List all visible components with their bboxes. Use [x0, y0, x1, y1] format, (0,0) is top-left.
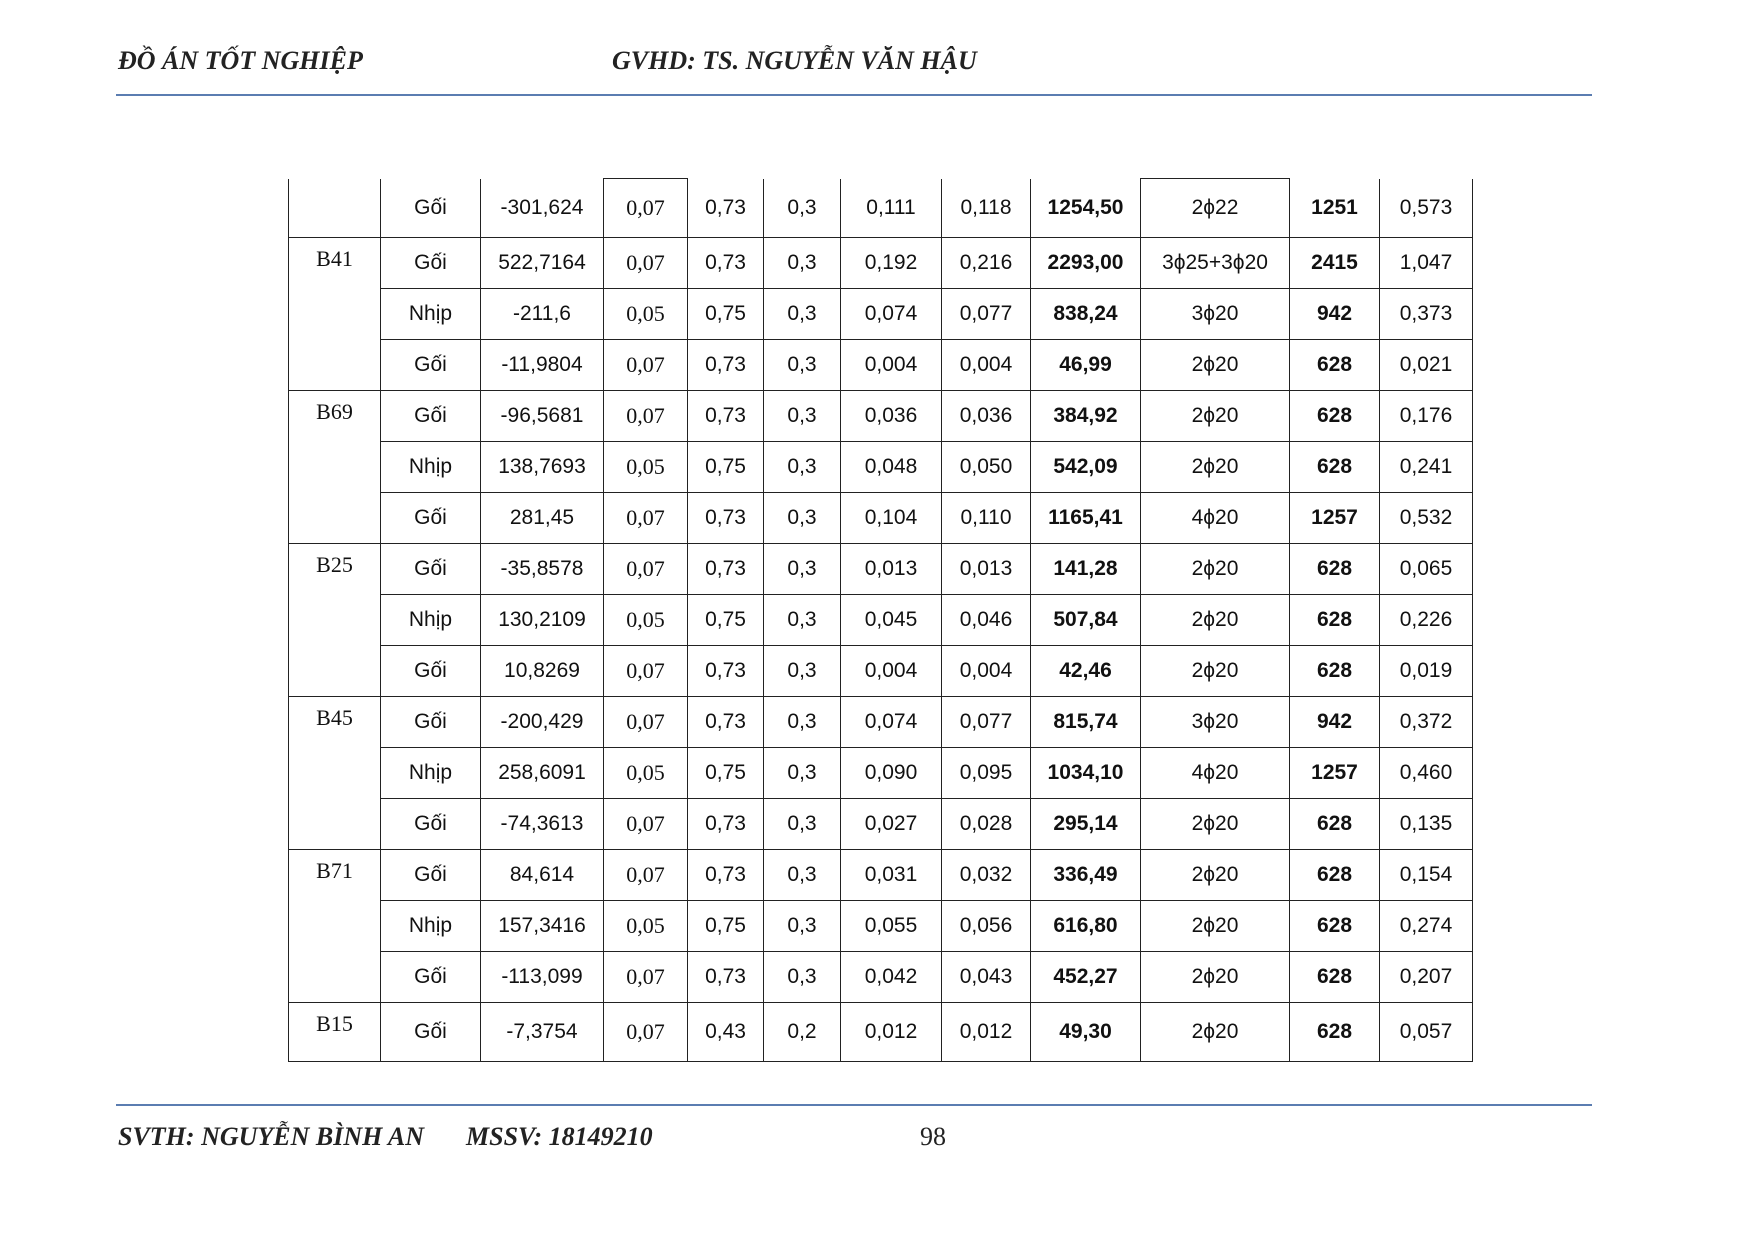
cell-as-chosen: 628 — [1290, 390, 1380, 441]
cell-mu: 0,274 — [1380, 900, 1473, 951]
cell-moment: 10,8269 — [481, 645, 604, 696]
cell-a: 0,05 — [604, 594, 688, 645]
cell-alpha-m: 0,111 — [841, 179, 942, 238]
cell-xi: 0,036 — [942, 390, 1031, 441]
cell-h0: 0,73 — [688, 951, 764, 1002]
table-row — [289, 390, 1473, 441]
cell-a: 0,07 — [604, 237, 688, 288]
cell-as-required: 507,84 — [1031, 594, 1141, 645]
cell-mu: 0,021 — [1380, 339, 1473, 390]
footer-student-id: MSSV: 18149210 — [466, 1122, 653, 1151]
cell-moment: -35,8578 — [481, 543, 604, 594]
cell-position: Nhịp — [381, 594, 481, 645]
cell-mu: 1,047 — [1380, 237, 1473, 288]
cell-bars: 2ϕ20 — [1141, 798, 1290, 849]
cell-a: 0,05 — [604, 288, 688, 339]
cell-position: Gối — [381, 645, 481, 696]
cell-moment: 281,45 — [481, 492, 604, 543]
cell-mu: 0,154 — [1380, 849, 1473, 900]
cell-xi: 0,216 — [942, 237, 1031, 288]
cell-beam: B25 — [289, 543, 381, 696]
cell-alpha-m: 0,036 — [841, 390, 942, 441]
cell-a: 0,05 — [604, 900, 688, 951]
cell-b: 0,3 — [764, 179, 841, 238]
cell-moment: 130,2109 — [481, 594, 604, 645]
cell-b: 0,3 — [764, 594, 841, 645]
cell-bars: 3ϕ20 — [1141, 696, 1290, 747]
table-row — [289, 696, 1473, 747]
cell-alpha-m: 0,074 — [841, 288, 942, 339]
cell-position: Nhịp — [381, 747, 481, 798]
cell-moment: 84,614 — [481, 849, 604, 900]
cell-h0: 0,75 — [688, 441, 764, 492]
cell-as-required: 336,49 — [1031, 849, 1141, 900]
cell-alpha-m: 0,031 — [841, 849, 942, 900]
cell-as-required: 1165,41 — [1031, 492, 1141, 543]
cell-a: 0,05 — [604, 441, 688, 492]
footer-student: SVTH: NGUYỄN BÌNH AN — [118, 1122, 425, 1151]
cell-as-required: 542,09 — [1031, 441, 1141, 492]
cell-moment: -74,3613 — [481, 798, 604, 849]
cell-h0: 0,75 — [688, 747, 764, 798]
cell-a: 0,07 — [604, 339, 688, 390]
cell-bars: 2ϕ20 — [1141, 594, 1290, 645]
cell-position: Gối — [381, 237, 481, 288]
cell-as-chosen: 628 — [1290, 951, 1380, 1002]
cell-position: Gối — [381, 543, 481, 594]
cell-h0: 0,73 — [688, 543, 764, 594]
table-row — [289, 849, 1473, 900]
cell-moment: -113,099 — [481, 951, 604, 1002]
reinforcement-table — [288, 178, 1473, 1062]
cell-xi: 0,004 — [942, 645, 1031, 696]
cell-alpha-m: 0,004 — [841, 339, 942, 390]
cell-h0: 0,75 — [688, 288, 764, 339]
cell-as-required: 1254,50 — [1031, 179, 1141, 238]
cell-alpha-m: 0,055 — [841, 900, 942, 951]
cell-position: Nhịp — [381, 900, 481, 951]
cell-bars: 2ϕ20 — [1141, 900, 1290, 951]
cell-b: 0,3 — [764, 645, 841, 696]
cell-as-chosen: 628 — [1290, 1002, 1380, 1061]
cell-bars: 2ϕ20 — [1141, 441, 1290, 492]
cell-xi: 0,012 — [942, 1002, 1031, 1061]
cell-b: 0,3 — [764, 849, 841, 900]
cell-b: 0,2 — [764, 1002, 841, 1061]
cell-as-chosen: 628 — [1290, 441, 1380, 492]
cell-as-required: 1034,10 — [1031, 747, 1141, 798]
cell-mu: 0,460 — [1380, 747, 1473, 798]
table-row — [289, 594, 1473, 645]
cell-alpha-m: 0,013 — [841, 543, 942, 594]
table-row — [289, 288, 1473, 339]
table-row — [289, 492, 1473, 543]
cell-position: Gối — [381, 390, 481, 441]
cell-h0: 0,73 — [688, 849, 764, 900]
cell-alpha-m: 0,192 — [841, 237, 942, 288]
cell-mu: 0,532 — [1380, 492, 1473, 543]
cell-beam — [289, 179, 381, 238]
cell-as-chosen: 1257 — [1290, 492, 1380, 543]
cell-a: 0,07 — [604, 849, 688, 900]
cell-h0: 0,73 — [688, 492, 764, 543]
cell-as-chosen: 628 — [1290, 339, 1380, 390]
table-row — [289, 543, 1473, 594]
cell-h0: 0,43 — [688, 1002, 764, 1061]
cell-as-required: 616,80 — [1031, 900, 1141, 951]
cell-as-chosen: 628 — [1290, 594, 1380, 645]
cell-b: 0,3 — [764, 747, 841, 798]
cell-alpha-m: 0,048 — [841, 441, 942, 492]
cell-b: 0,3 — [764, 492, 841, 543]
cell-h0: 0,73 — [688, 798, 764, 849]
cell-moment: 157,3416 — [481, 900, 604, 951]
cell-b: 0,3 — [764, 543, 841, 594]
cell-alpha-m: 0,027 — [841, 798, 942, 849]
cell-bars: 2ϕ20 — [1141, 645, 1290, 696]
cell-bars: 2ϕ20 — [1141, 1002, 1290, 1061]
cell-as-required: 49,30 — [1031, 1002, 1141, 1061]
cell-alpha-m: 0,012 — [841, 1002, 942, 1061]
cell-position: Gối — [381, 696, 481, 747]
table-row — [289, 747, 1473, 798]
table-row — [289, 237, 1473, 288]
cell-bars: 4ϕ20 — [1141, 492, 1290, 543]
table-row — [289, 645, 1473, 696]
cell-position: Gối — [381, 951, 481, 1002]
cell-as-required: 42,46 — [1031, 645, 1141, 696]
table-row — [289, 441, 1473, 492]
cell-as-chosen: 2415 — [1290, 237, 1380, 288]
cell-mu: 0,065 — [1380, 543, 1473, 594]
cell-moment: -301,624 — [481, 179, 604, 238]
cell-position: Nhịp — [381, 441, 481, 492]
cell-as-chosen: 628 — [1290, 543, 1380, 594]
cell-as-required: 141,28 — [1031, 543, 1141, 594]
cell-bars: 3ϕ20 — [1141, 288, 1290, 339]
cell-alpha-m: 0,090 — [841, 747, 942, 798]
cell-position: Gối — [381, 179, 481, 238]
cell-xi: 0,043 — [942, 951, 1031, 1002]
cell-mu: 0,372 — [1380, 696, 1473, 747]
cell-b: 0,3 — [764, 951, 841, 1002]
cell-as-required: 46,99 — [1031, 339, 1141, 390]
cell-a: 0,07 — [604, 543, 688, 594]
cell-xi: 0,004 — [942, 339, 1031, 390]
cell-h0: 0,73 — [688, 390, 764, 441]
cell-a: 0,07 — [604, 645, 688, 696]
table-row — [289, 1002, 1473, 1061]
cell-moment: 522,7164 — [481, 237, 604, 288]
cell-xi: 0,118 — [942, 179, 1031, 238]
cell-alpha-m: 0,004 — [841, 645, 942, 696]
cell-as-required: 2293,00 — [1031, 237, 1141, 288]
cell-b: 0,3 — [764, 288, 841, 339]
cell-xi: 0,032 — [942, 849, 1031, 900]
header-divider — [116, 94, 1592, 96]
cell-xi: 0,077 — [942, 288, 1031, 339]
cell-mu: 0,057 — [1380, 1002, 1473, 1061]
cell-b: 0,3 — [764, 441, 841, 492]
header-title: ĐỒ ÁN TỐT NGHIỆP — [118, 46, 363, 75]
cell-b: 0,3 — [764, 696, 841, 747]
header-supervisor: GVHD: TS. NGUYỄN VĂN HẬU — [612, 46, 977, 75]
cell-moment: -11,9804 — [481, 339, 604, 390]
cell-position: Gối — [381, 339, 481, 390]
cell-alpha-m: 0,045 — [841, 594, 942, 645]
cell-xi: 0,046 — [942, 594, 1031, 645]
cell-bars: 4ϕ20 — [1141, 747, 1290, 798]
cell-h0: 0,73 — [688, 179, 764, 238]
cell-position: Gối — [381, 492, 481, 543]
table-row — [289, 900, 1473, 951]
cell-xi: 0,077 — [942, 696, 1031, 747]
cell-moment: -211,6 — [481, 288, 604, 339]
cell-h0: 0,73 — [688, 339, 764, 390]
cell-b: 0,3 — [764, 339, 841, 390]
cell-h0: 0,73 — [688, 645, 764, 696]
cell-xi: 0,028 — [942, 798, 1031, 849]
cell-xi: 0,050 — [942, 441, 1031, 492]
cell-mu: 0,019 — [1380, 645, 1473, 696]
cell-as-required: 838,24 — [1031, 288, 1141, 339]
cell-b: 0,3 — [764, 900, 841, 951]
cell-as-chosen: 942 — [1290, 696, 1380, 747]
cell-beam: B71 — [289, 849, 381, 1002]
cell-position: Gối — [381, 798, 481, 849]
cell-a: 0,05 — [604, 747, 688, 798]
cell-h0: 0,75 — [688, 900, 764, 951]
cell-b: 0,3 — [764, 390, 841, 441]
page-number: 98 — [920, 1122, 946, 1151]
cell-as-chosen: 628 — [1290, 849, 1380, 900]
cell-mu: 0,135 — [1380, 798, 1473, 849]
cell-b: 0,3 — [764, 237, 841, 288]
cell-as-required: 295,14 — [1031, 798, 1141, 849]
table-row — [289, 339, 1473, 390]
cell-position: Gối — [381, 1002, 481, 1061]
cell-bars: 2ϕ20 — [1141, 390, 1290, 441]
table-row — [289, 951, 1473, 1002]
cell-as-required: 384,92 — [1031, 390, 1141, 441]
cell-moment: -7,3754 — [481, 1002, 604, 1061]
cell-moment: -200,429 — [481, 696, 604, 747]
cell-beam: B15 — [289, 1002, 381, 1061]
cell-a: 0,07 — [604, 951, 688, 1002]
cell-xi: 0,095 — [942, 747, 1031, 798]
cell-beam: B45 — [289, 696, 381, 849]
footer-divider — [116, 1104, 1592, 1106]
cell-a: 0,07 — [604, 179, 688, 238]
cell-alpha-m: 0,074 — [841, 696, 942, 747]
cell-mu: 0,207 — [1380, 951, 1473, 1002]
cell-position: Nhịp — [381, 288, 481, 339]
cell-alpha-m: 0,042 — [841, 951, 942, 1002]
cell-alpha-m: 0,104 — [841, 492, 942, 543]
cell-mu: 0,176 — [1380, 390, 1473, 441]
cell-bars: 2ϕ20 — [1141, 543, 1290, 594]
cell-bars: 2ϕ20 — [1141, 339, 1290, 390]
cell-as-chosen: 1251 — [1290, 179, 1380, 238]
cell-as-chosen: 628 — [1290, 798, 1380, 849]
table-row — [289, 179, 1473, 238]
cell-bars: 3ϕ25+3ϕ20 — [1141, 237, 1290, 288]
cell-as-chosen: 1257 — [1290, 747, 1380, 798]
cell-xi: 0,013 — [942, 543, 1031, 594]
cell-xi: 0,056 — [942, 900, 1031, 951]
cell-beam: B41 — [289, 237, 381, 390]
cell-moment: -96,5681 — [481, 390, 604, 441]
cell-moment: 258,6091 — [481, 747, 604, 798]
cell-mu: 0,226 — [1380, 594, 1473, 645]
cell-bars: 2ϕ20 — [1141, 951, 1290, 1002]
cell-mu: 0,241 — [1380, 441, 1473, 492]
cell-a: 0,07 — [604, 390, 688, 441]
cell-moment: 138,7693 — [481, 441, 604, 492]
cell-as-chosen: 942 — [1290, 288, 1380, 339]
cell-b: 0,3 — [764, 798, 841, 849]
cell-mu: 0,373 — [1380, 288, 1473, 339]
table-row — [289, 798, 1473, 849]
cell-h0: 0,75 — [688, 594, 764, 645]
cell-as-required: 815,74 — [1031, 696, 1141, 747]
cell-bars: 2ϕ22 — [1141, 179, 1290, 238]
cell-beam: B69 — [289, 390, 381, 543]
cell-a: 0,07 — [604, 492, 688, 543]
cell-a: 0,07 — [604, 696, 688, 747]
cell-position: Gối — [381, 849, 481, 900]
cell-bars: 2ϕ20 — [1141, 849, 1290, 900]
cell-as-required: 452,27 — [1031, 951, 1141, 1002]
cell-as-chosen: 628 — [1290, 900, 1380, 951]
cell-h0: 0,73 — [688, 237, 764, 288]
cell-mu: 0,573 — [1380, 179, 1473, 238]
cell-xi: 0,110 — [942, 492, 1031, 543]
cell-h0: 0,73 — [688, 696, 764, 747]
cell-as-chosen: 628 — [1290, 645, 1380, 696]
cell-a: 0,07 — [604, 798, 688, 849]
cell-a: 0,07 — [604, 1002, 688, 1061]
